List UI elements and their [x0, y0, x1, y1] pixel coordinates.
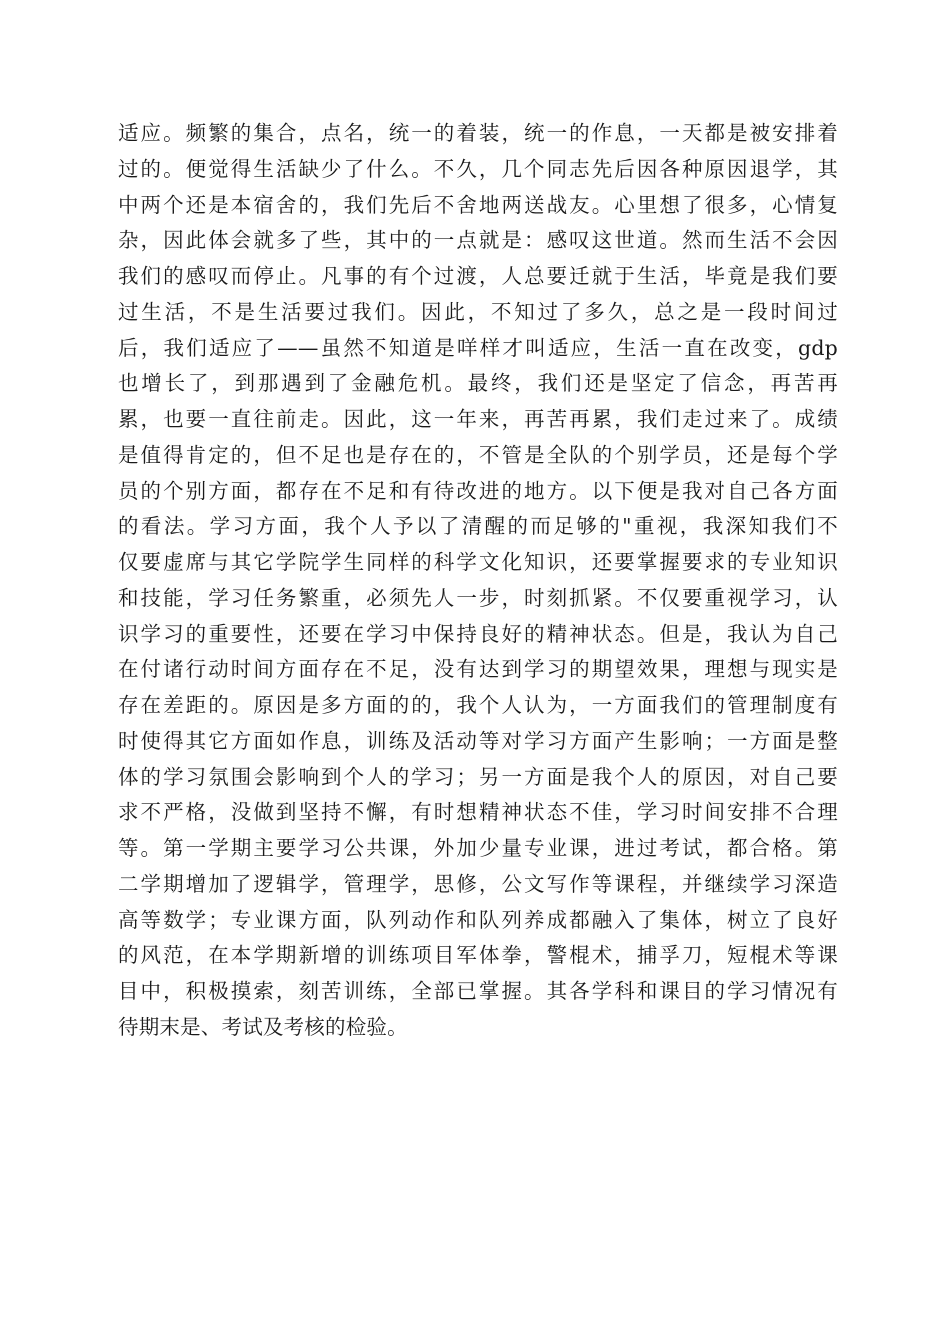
- text-line: 过的。便觉得生活缺少了什么。不久，几个同志先后因各种原因退学，其: [118, 156, 838, 181]
- text-line: 目中，积极摸索，刻苦训练，全部已掌握。其各学科和课目的学习情况有: [118, 979, 838, 1003]
- text-line: 识学习的重要性，还要在学习中保持良好的精神状态。但是，我认为自己: [118, 621, 838, 646]
- text-line: 二学期增加了逻辑学，管理学，思修，公文写作等课程，并继续学习深造: [118, 871, 838, 896]
- text-line: 的看法。学习方面，我个人予以了清醒的而足够的"重视，我深知我们不: [118, 514, 838, 539]
- text-line: 后，我们适应了——虽然不知道是咩样才叫适应，生活一直在改变，gdp: [118, 335, 838, 360]
- text-line: 累，也要一直往前走。因此，这一年来，再苦再累，我们走过来了。成绩: [118, 407, 838, 431]
- text-line: 体的学习氛围会影响到个人的学习；另一方面是我个人的原因，对自己要: [118, 764, 838, 789]
- text-line: 中两个还是本宿舍的，我们先后不舍地两送战友。心里想了很多，心情复: [118, 192, 838, 217]
- text-line: 和技能，学习任务繁重，必须先人一步，时刻抓紧。不仅要重视学习，认: [118, 585, 838, 610]
- text-line: 待期末是、考试及考核的检验。: [118, 1014, 408, 1039]
- text-line: 员的个别方面，都存在不足和有待改进的地方。以下便是我对自己各方面: [118, 478, 838, 503]
- text-line: 是值得肯定的，但不足也是存在的，不管是全队的个别学员，还是每个学: [118, 442, 838, 467]
- text-line: 等。第一学期主要学习公共课，外加少量专业课，进过考试，都合格。第: [118, 836, 838, 860]
- text-line: 求不严格，没做到坚持不懈，有时想精神状态不佳，学习时间安排不合理: [118, 800, 838, 825]
- body-text: [118, 116, 838, 1046]
- text-line: 过生活，不是生活要过我们。因此，不知过了多久，总之是一段时间过: [118, 299, 838, 324]
- text-line: 在付诸行动时间方面存在不足，没有达到学习的期望效果，理想与现实是: [118, 657, 838, 682]
- text-line: 也增长了，到那遇到了金融危机。最终，我们还是坚定了信念，再苦再: [118, 371, 838, 396]
- text-line: 时使得其它方面如作息，训练及活动等对学习方面产生影响；一方面是整: [118, 728, 838, 753]
- text-line: 适应。频繁的集合，点名，统一的着装，统一的作息，一天都是被安排着: [118, 121, 838, 145]
- text-line: 杂，因此体会就多了些，其中的一点就是：感叹这世道。然而生活不会因: [118, 228, 838, 253]
- text-line: 存在差距的。原因是多方面的的，我个人认为，一方面我们的管理制度有: [118, 693, 838, 717]
- text-line: 高等数学；专业课方面，队列动作和队列养成都融入了集体，树立了良好: [118, 907, 838, 932]
- text-line: 的风范，在本学期新增的训练项目军体拳，警棍术，捕孚刀，短棍术等课: [118, 943, 838, 968]
- text-line: 仅要虚席与其它学院学生同样的科学文化知识，还要掌握要求的专业知识: [118, 550, 838, 574]
- text-line: 我们的感叹而停止。凡事的有个过渡，人总要迁就于生活，毕竟是我们要: [118, 264, 838, 288]
